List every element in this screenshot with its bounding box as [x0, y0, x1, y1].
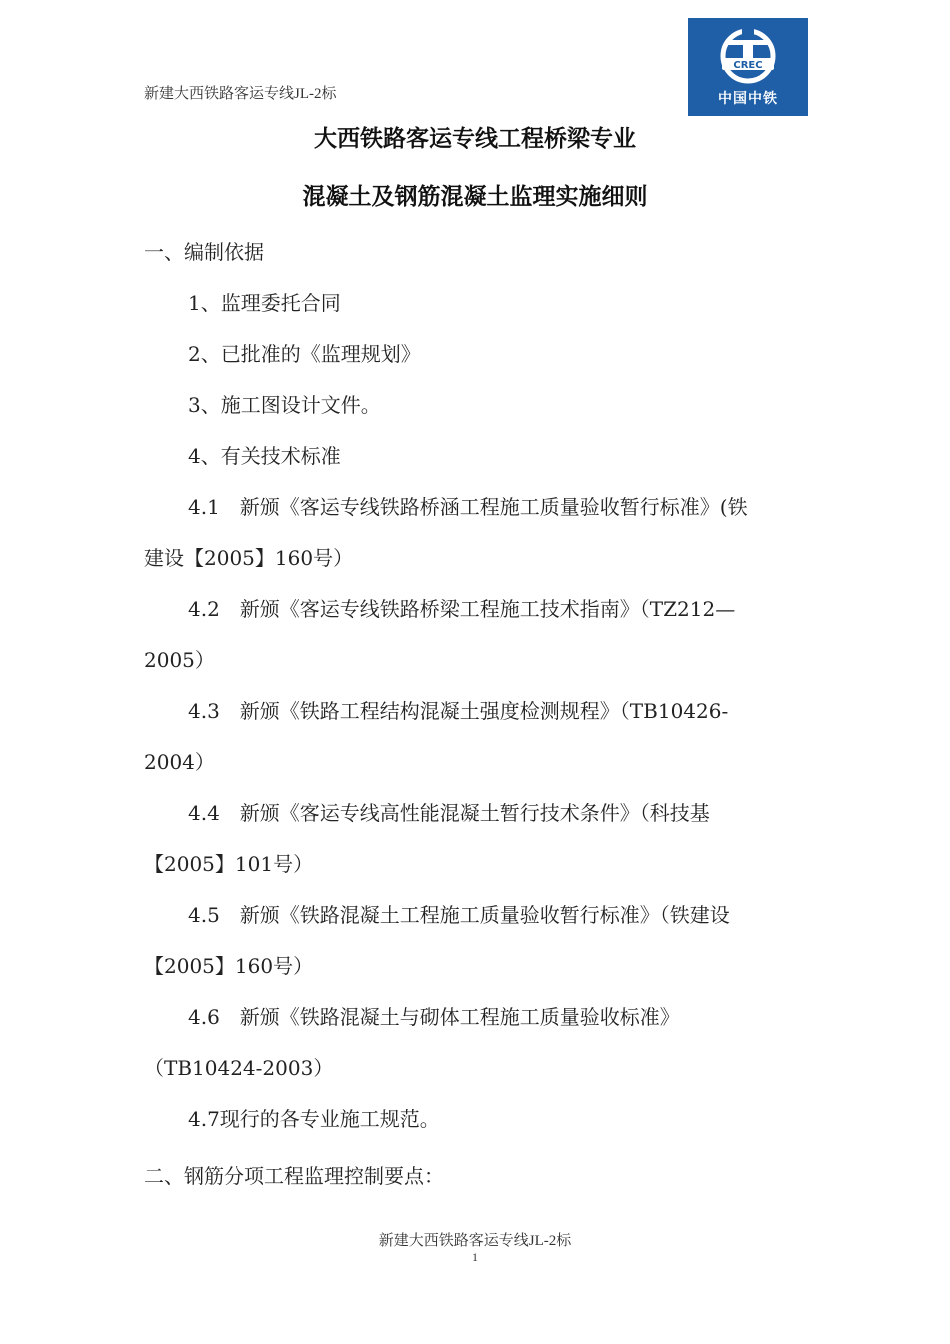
list-item: 2、已批准的《监理规划》 [188, 342, 421, 366]
page-footer: 新建大西铁路客运专线JL-2标 [378, 1233, 572, 1249]
crec-logo [688, 18, 808, 116]
list-item-continuation: 【2005】160号） [144, 954, 314, 978]
list-item: 4.3 新颁《铁路工程结构混凝土强度检测规程》（TB10426- [188, 699, 729, 723]
list-item: 4.6 新颁《铁路混凝土与砌体工程施工质量验收标准》 [188, 1005, 680, 1029]
list-item: 4.7现行的各专业施工规范。 [188, 1107, 440, 1131]
section-heading-basis: 一、编制依据 [144, 240, 264, 264]
logo-caption: 中国中铁 [718, 91, 778, 107]
list-item: 3、施工图设计文件。 [188, 393, 381, 417]
page-number: 1 [472, 1250, 478, 1264]
list-item: 1、监理委托合同 [188, 291, 341, 315]
logo-letters: CREC [733, 60, 763, 71]
list-item-continuation: （TB10424-2003） [144, 1056, 334, 1080]
section-heading-rebar: 二、钢筋分项工程监理控制要点： [144, 1164, 444, 1188]
list-item: 4.4 新颁《客运专线高性能混凝土暂行技术条件》（科技基 [188, 801, 710, 825]
list-item-continuation: 建设【2005】160号） [144, 546, 354, 570]
list-item: 4.5 新颁《铁路混凝土工程施工质量验收暂行标准》（铁建设 [188, 903, 730, 927]
list-item: 4.1 新颁《客运专线铁路桥涵工程施工质量验收暂行标准》(铁 [188, 495, 748, 519]
document-title-line2: 混凝土及钢筋混凝土监理实施细则 [302, 183, 648, 210]
list-item: 4.2 新颁《客运专线铁路桥梁工程施工技术指南》（TZ212— [188, 597, 736, 621]
list-item: 4、有关技术标准 [188, 444, 341, 468]
list-item-continuation: 【2005】101号） [144, 852, 314, 876]
list-item-continuation: 2005） [144, 648, 215, 672]
document-title-line1: 大西铁路客运专线工程桥梁专业 [314, 125, 636, 152]
page-header: 新建大西铁路客运专线JL-2标 [144, 86, 337, 102]
list-item-continuation: 2004） [144, 750, 215, 774]
